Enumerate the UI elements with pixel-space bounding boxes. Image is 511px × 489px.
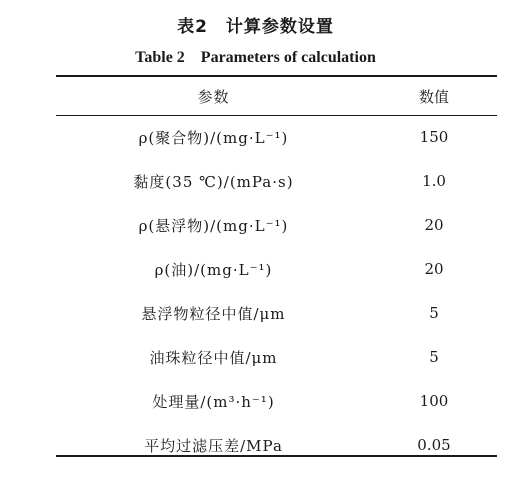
- value-cell: 100: [419, 392, 449, 410]
- param-cell: 处理量/(m³·h⁻¹): [152, 392, 275, 411]
- table-caption-cn: 表2 计算参数设置: [177, 17, 334, 37]
- param-cell: 平均过滤压差/MPa: [144, 436, 283, 455]
- value-cell: 150: [419, 128, 449, 146]
- table-row: [56, 291, 497, 335]
- table-row: [56, 203, 497, 247]
- header-param: 参数: [197, 87, 230, 106]
- table-row: [56, 379, 497, 423]
- param-cell: 悬浮物粒径中值/μm: [141, 304, 286, 323]
- table-header-row: [56, 77, 497, 115]
- parameters-table: [56, 77, 497, 467]
- value-cell: 20: [424, 216, 444, 234]
- table-caption-en: Table 2 Parameters of calculation: [135, 49, 376, 66]
- param-cell: 油珠粒径中值/μm: [149, 348, 278, 367]
- param-cell: ρ(聚合物)/(mg·L⁻¹): [138, 128, 289, 147]
- header-value: 数值: [418, 87, 449, 106]
- table-row: [56, 159, 497, 203]
- value-cell: 1.0: [422, 172, 446, 190]
- table-row: [56, 423, 497, 467]
- value-cell: 5: [429, 348, 439, 366]
- table-row: [56, 247, 497, 291]
- param-cell: ρ(油)/(mg·L⁻¹): [154, 260, 273, 279]
- param-cell: ρ(悬浮物)/(mg·L⁻¹): [138, 216, 289, 235]
- param-cell: 黏度(35 ℃)/(mPa·s): [133, 172, 294, 191]
- table-row: [56, 335, 497, 379]
- value-cell: 0.05: [417, 436, 451, 454]
- value-cell: 5: [429, 304, 439, 322]
- table-row: [56, 115, 497, 159]
- value-cell: 20: [424, 260, 444, 278]
